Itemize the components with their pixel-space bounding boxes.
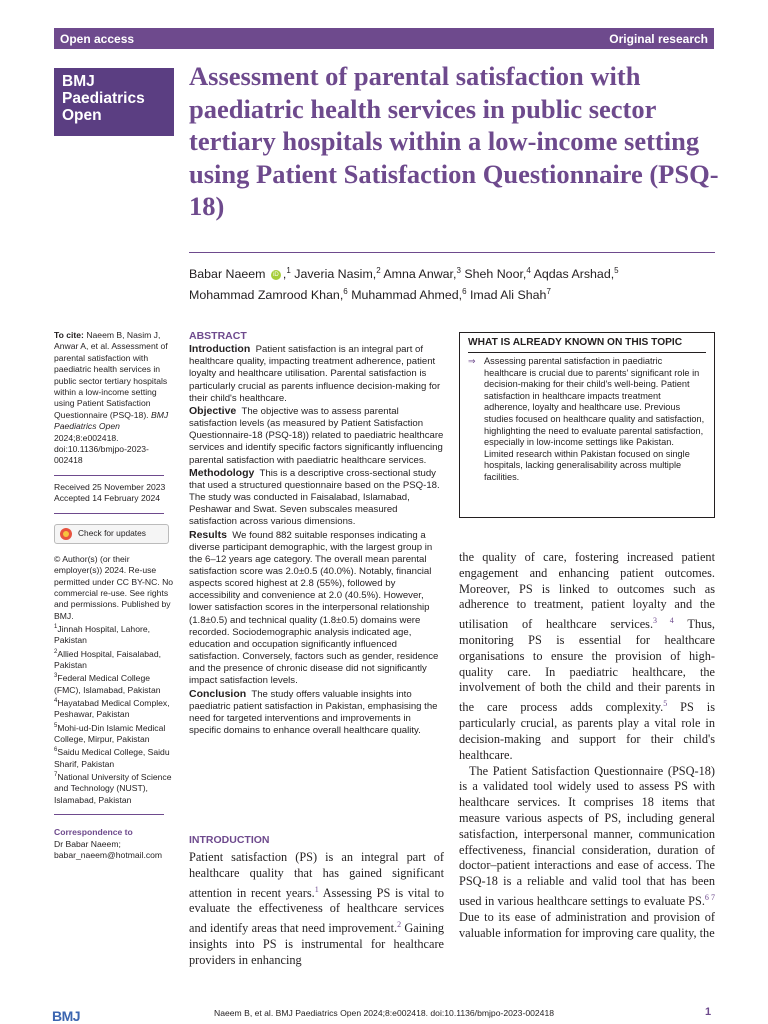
check-updates-label: Check for updates <box>78 527 146 538</box>
known-box-item <box>468 356 706 484</box>
abstract-label: Objective <box>189 404 237 417</box>
affiliation-number: 7 <box>54 772 58 779</box>
affiliation-item <box>54 622 176 647</box>
reference-link[interactable]: 6 7 <box>704 892 715 902</box>
affiliation-text: Mohi-ud-Din Islamic Medical College, Mirpur, Pakistan <box>54 722 166 745</box>
accepted-date: Accepted 14 February 2024 <box>54 493 161 504</box>
article-type-label: Original research <box>609 31 708 46</box>
reference-link[interactable]: 2 <box>397 920 402 930</box>
affiliation-number: 5 <box>54 722 58 729</box>
abstract-introduction <box>189 343 444 405</box>
author-list: Babar Naeem iD ,$^1$ Javeria Nasim,$^2$ Amna Anwar,$^3$ Sheh Noor,$^4$ Aqdas Arshad,$^5$ Mohammad Zamrood Khan,$^6$ Muhammad Ahmed,$^6$ Imad Ali Shah$^7$ <box>189 266 619 303</box>
sidebar-divider <box>54 475 164 476</box>
abstract-text: The study offers valuable insights into paediatric patient satisfaction in Pakistan, emphasising the need for targeted interventions and improvements in specific domains to enhance overall healthcare quality. <box>189 688 438 736</box>
body-text: Patient satisfaction (PS) is an integral part of healthcare quality that has gained significant attention in recent years. <box>189 850 444 900</box>
abstract <box>189 330 444 737</box>
author-name[interactable]: Muhammad Ahmed, <box>351 288 463 303</box>
affiliation-list <box>54 622 176 806</box>
author-affil-ref: 6 <box>343 287 348 297</box>
abstract-text: We found 882 suitable responses indicating a diverse participant demographic, with the largest group in the 6–12 years age category. The overall mean parental satisfaction score was 2.0±0.5 (40.0%). Notably, financial aspects scored highest at 2.8 (55%), followed by accessibility and convenience at 2.0 (40.5%). However, lower satisfaction scores in the interpersonal relationship (1.8±0.5) and technical quality (1.8±0.5) domains were recorded. Sociodemographic analysis indicated age, education and occupation significantly influenced satisfaction. Conversely, factors such as gender, residence and the presence of chronic disease did not significantly impact satisfaction levels. <box>189 529 439 687</box>
body-right-column <box>459 550 715 941</box>
abstract-conclusion <box>189 688 444 738</box>
reference-link[interactable]: 5 <box>663 699 668 709</box>
page-number: 1 <box>705 1006 712 1018</box>
introduction-body <box>189 850 444 969</box>
author-affil-ref: 5 <box>614 266 619 275</box>
author-affil-ref: 6 <box>462 287 467 297</box>
author-affil-ref: 1 <box>286 266 291 275</box>
right-arrow-icon: ⇒ <box>468 356 476 366</box>
logo-line-1: BMJ <box>62 73 95 90</box>
body-text: Due to its ease of administration and provision of valuable information for improving care quality, the <box>459 909 715 940</box>
cite-doi[interactable]: 2024;8:e002418. doi:10.1136/bmjpo-2023-002418 <box>54 432 149 466</box>
footer-citation: Naeem B, et al. BMJ Paediatrics Open 2024;8:e002418. doi:10.1136/bmjpo-2023-002418 <box>214 1008 554 1018</box>
abstract-label: Introduction <box>189 343 251 356</box>
logo-line-3: Open <box>62 107 102 124</box>
sidebar-divider <box>54 513 164 514</box>
author-affil-ref: 7 <box>546 287 551 297</box>
affiliation-item <box>54 647 176 672</box>
affiliation-text: National University of Science and Technology (NUST), Islamabad, Pakistan <box>54 772 172 805</box>
affiliation-item <box>54 721 176 746</box>
top-banner <box>54 28 714 49</box>
open-access-label: Open access <box>60 31 135 46</box>
affiliation-text: Saidu Medical College, Saidu Sharif, Pakistan <box>54 747 170 769</box>
author-name[interactable]: Javeria Nasim, <box>294 267 377 282</box>
logo-line-2: Paediatrics <box>62 90 145 107</box>
correspondence-heading: Correspondence to <box>54 827 133 838</box>
reference-link[interactable]: 3 4 <box>653 616 674 626</box>
affiliation-number: 4 <box>54 698 58 705</box>
citation-block <box>54 330 176 467</box>
bmj-logo: BMJ <box>52 1008 81 1024</box>
affiliation-number: 6 <box>54 747 58 754</box>
license-text: © Author(s) (or their employer(s)) 2024. Re-use permitted under CC BY-NC. No commercial re-use. See rights and permissions. Published by BMJ. <box>54 553 174 621</box>
affiliation-number: 3 <box>54 673 58 680</box>
correspondence-text[interactable]: Dr Babar Naeem; babar_naeem@hotmail.com <box>54 838 163 861</box>
introduction-heading: INTRODUCTION <box>189 834 270 846</box>
author-affil-ref: 4 <box>526 266 531 275</box>
journal-logo <box>54 68 174 136</box>
body-paragraph <box>459 550 715 764</box>
affiliation-number: 1 <box>54 624 58 631</box>
affiliation-text: Federal Medical College (FMC), Islamabad, Pakistan <box>54 673 161 695</box>
body-text: the quality of care, fostering increased patient engagement and enhancing patient outcomes. Moreover, PS is linked to outcomes such as adherence to treatment, patient loyalty and the utilisation of healthcare services. <box>459 550 715 632</box>
author-name[interactable]: Sheh Noor, <box>464 267 527 282</box>
abstract-label: Methodology <box>189 466 255 479</box>
abstract-objective <box>189 405 444 467</box>
body-paragraph <box>459 764 715 942</box>
known-on-topic-box <box>459 332 715 518</box>
abstract-text: The objective was to assess parental satisfaction levels (as measured by Patient Satisfaction Questionnaire-18 (PSQ-18)) related to paediatric healthcare services and identify specific factors significantly influencing parental satisfaction with paediatric healthcare services. <box>189 405 444 466</box>
sidebar-divider <box>54 814 164 815</box>
known-box-title: WHAT IS ALREADY KNOWN ON THIS TOPIC <box>468 337 706 353</box>
abstract-text: Patient satisfaction is an integral part of healthcare quality, impacting treatment adherence, patient loyalty and healthcare utilisation. Parental satisfaction is particularly crucial as parents influence decision-making for their child's healthcare. <box>189 344 441 404</box>
abstract-label: Conclusion <box>189 687 247 700</box>
abstract-results <box>189 529 444 688</box>
cite-journal: BMJ Paediatrics Open <box>54 409 169 432</box>
affiliation-item <box>54 671 176 696</box>
orcid-icon[interactable]: iD <box>271 270 281 280</box>
body-text: Thus, monitoring PS is essential for healthcare organisations to ensure the provision of high-quality care. In paediatric healthcare, the involvement of both the child and their parents in the care process adds complexity. <box>459 617 715 715</box>
article-sidebar <box>54 330 176 861</box>
affiliation-text: Allied Hospital, Faisalabad, Pakistan <box>54 648 162 671</box>
crossmark-icon <box>60 528 72 540</box>
cite-text: Naeem B, Nasim J, Anwar A, et al. Assessment of parental satisfaction with paediatric health services in public sector tertiary hospitals within a low-income setting using Patient Satisfaction Questionnaire (PSQ-18). <box>54 330 168 420</box>
affiliation-item <box>54 770 176 806</box>
abstract-heading: ABSTRACT <box>189 330 247 342</box>
author-affil-ref: 3 <box>456 266 461 275</box>
author-name[interactable]: Imad Ali Shah <box>469 288 547 303</box>
received-date: Received 25 November 2023 <box>54 481 166 492</box>
affiliation-text: Hayatabad Medical Complex, Peshawar, Pakistan <box>54 698 170 720</box>
abstract-methodology <box>189 467 444 529</box>
check-updates-button[interactable] <box>54 524 169 544</box>
abstract-label: Results <box>189 528 227 541</box>
affiliation-number: 2 <box>54 648 58 655</box>
body-text: PS is particularly crucial, as parents play a vital role in decision-making and support for their child's healthcare. <box>459 700 715 762</box>
known-box-text: Assessing parental satisfaction in paediatric healthcare is crucial due to parents' significant role in decision-making for their child's well-being. Patient satisfaction in healthcare impacts treatment adherence, loyalty and healthcare use. Previous studies focused on healthcare quality and satisfaction, highlighting the need to evaluate parental satisfaction, especially in low-income settings like Pakistan. Limited research within Pakistan focused on single hospitals, lacking generalisability across multiple facilities. <box>484 356 705 482</box>
article-title: Assessment of parental satisfaction with paediatric health services in public sector tertiary hospitals within a low-income setting using Patient Satisfaction Questionnaire (PSQ-18) <box>189 61 719 221</box>
author-name[interactable]: Amna Anwar, <box>383 267 457 282</box>
title-divider <box>189 252 715 253</box>
body-text: Gaining insights into PS is instrumental for healthcare providers in enhancing <box>189 921 444 967</box>
body-text: Assessing PS is vital to evaluate the effectiveness of healthcare services and identify areas that need improvement. <box>189 885 445 936</box>
reference-link[interactable]: 1 <box>314 884 319 894</box>
affiliation-item <box>54 696 176 721</box>
author-name[interactable]: Mohammad Zamrood Khan, <box>189 288 344 303</box>
author-name[interactable]: Aqdas Arshad, <box>533 267 615 282</box>
abstract-text: This is a descriptive cross-sectional study that used a structured questionnaire based on the PSQ-18. The study was conducted in Faisalabad, Islamabad, Peshawar and Swat. Seven subscales measured satisfaction across various dimensions. <box>189 467 440 528</box>
cite-label: To cite: <box>54 330 84 340</box>
page-footer <box>0 1000 768 1024</box>
author-name[interactable]: Babar Naeem <box>189 267 266 282</box>
body-text: The Patient Satisfaction Questionnaire (PSQ-18) is a validated tool widely used to assess PS with healthcare services. It comprises 18 items that measure various aspects of PS, including general satisfaction, interpersonal manner, communication effectiveness, financial consideration, duration of doctor–patient interactions and ease of access. The PSQ-18 is a reliable and valid tool that has been used in various healthcare settings to evaluate PS. <box>459 763 715 909</box>
author-affil-ref: 2 <box>376 266 381 275</box>
affiliation-item <box>54 745 176 770</box>
affiliation-text: Jinnah Hospital, Lahore, Pakistan <box>54 623 151 646</box>
